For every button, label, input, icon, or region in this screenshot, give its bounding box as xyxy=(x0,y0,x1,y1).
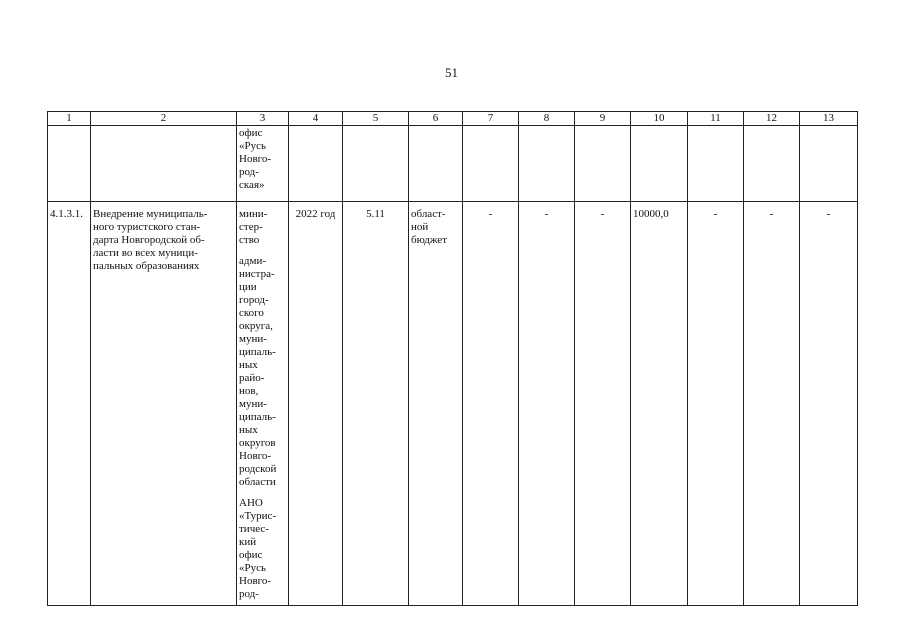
table-cell-executor-continued: офис «Русь Новго- род- ская» xyxy=(237,126,289,202)
table-cell xyxy=(631,126,688,202)
table-row-continued xyxy=(48,126,858,202)
header-cell: 11 xyxy=(688,112,744,126)
value-cell: - xyxy=(800,202,858,606)
value-cell: 10000,0 xyxy=(631,202,688,606)
table-cell xyxy=(289,126,343,202)
table-cell xyxy=(744,126,800,202)
header-cell: 3 xyxy=(237,112,289,126)
header-cell: 8 xyxy=(519,112,575,126)
table-cell xyxy=(800,126,858,202)
table-cell xyxy=(91,126,237,202)
value-cell: - xyxy=(744,202,800,606)
table-cell xyxy=(688,126,744,202)
value-cell: - xyxy=(519,202,575,606)
header-cell: 5 xyxy=(343,112,409,126)
deadline-cell: 2022 год xyxy=(289,202,343,606)
table-cell xyxy=(575,126,631,202)
executor-text: АНО «Турис- тичес- кий офис «Русь Новго- род- xyxy=(239,497,277,600)
table-header-row xyxy=(48,112,858,126)
header-cell: 10 xyxy=(631,112,688,126)
header-cell: 4 xyxy=(289,112,343,126)
header-cell: 6 xyxy=(409,112,463,126)
header-cell: 12 xyxy=(744,112,800,126)
table-row xyxy=(48,202,858,606)
header-cell: 1 xyxy=(48,112,91,126)
executor-cell xyxy=(237,202,289,606)
target-indicator-cell: 5.11 xyxy=(343,202,409,606)
item-number-cell: 4.1.3.1. xyxy=(48,202,91,606)
value-cell: - xyxy=(688,202,744,606)
value-cell: - xyxy=(575,202,631,606)
document-table xyxy=(47,111,858,606)
table-cell xyxy=(48,126,91,202)
header-cell: 2 xyxy=(91,112,237,126)
table-cell xyxy=(343,126,409,202)
table-cell xyxy=(463,126,519,202)
executor-text: мини- стер- ство xyxy=(239,208,268,246)
table-cell xyxy=(519,126,575,202)
item-description-cell: Внедрение муниципаль- ного туристского стан- дарта Новгородской об- ласти во всех муници- пальных образованиях xyxy=(91,202,237,606)
header-cell: 7 xyxy=(463,112,519,126)
executor-text: адми- нистра- ции город- ского округа, муни- ципаль- ных райо- нов, муни- ципаль- ных округов Новго- родской области xyxy=(239,255,277,488)
page-number: 51 xyxy=(445,65,458,80)
header-cell: 9 xyxy=(575,112,631,126)
value-cell: - xyxy=(463,202,519,606)
table-cell xyxy=(409,126,463,202)
header-cell: 13 xyxy=(800,112,858,126)
funding-source-cell: област- ной бюджет xyxy=(409,202,463,606)
